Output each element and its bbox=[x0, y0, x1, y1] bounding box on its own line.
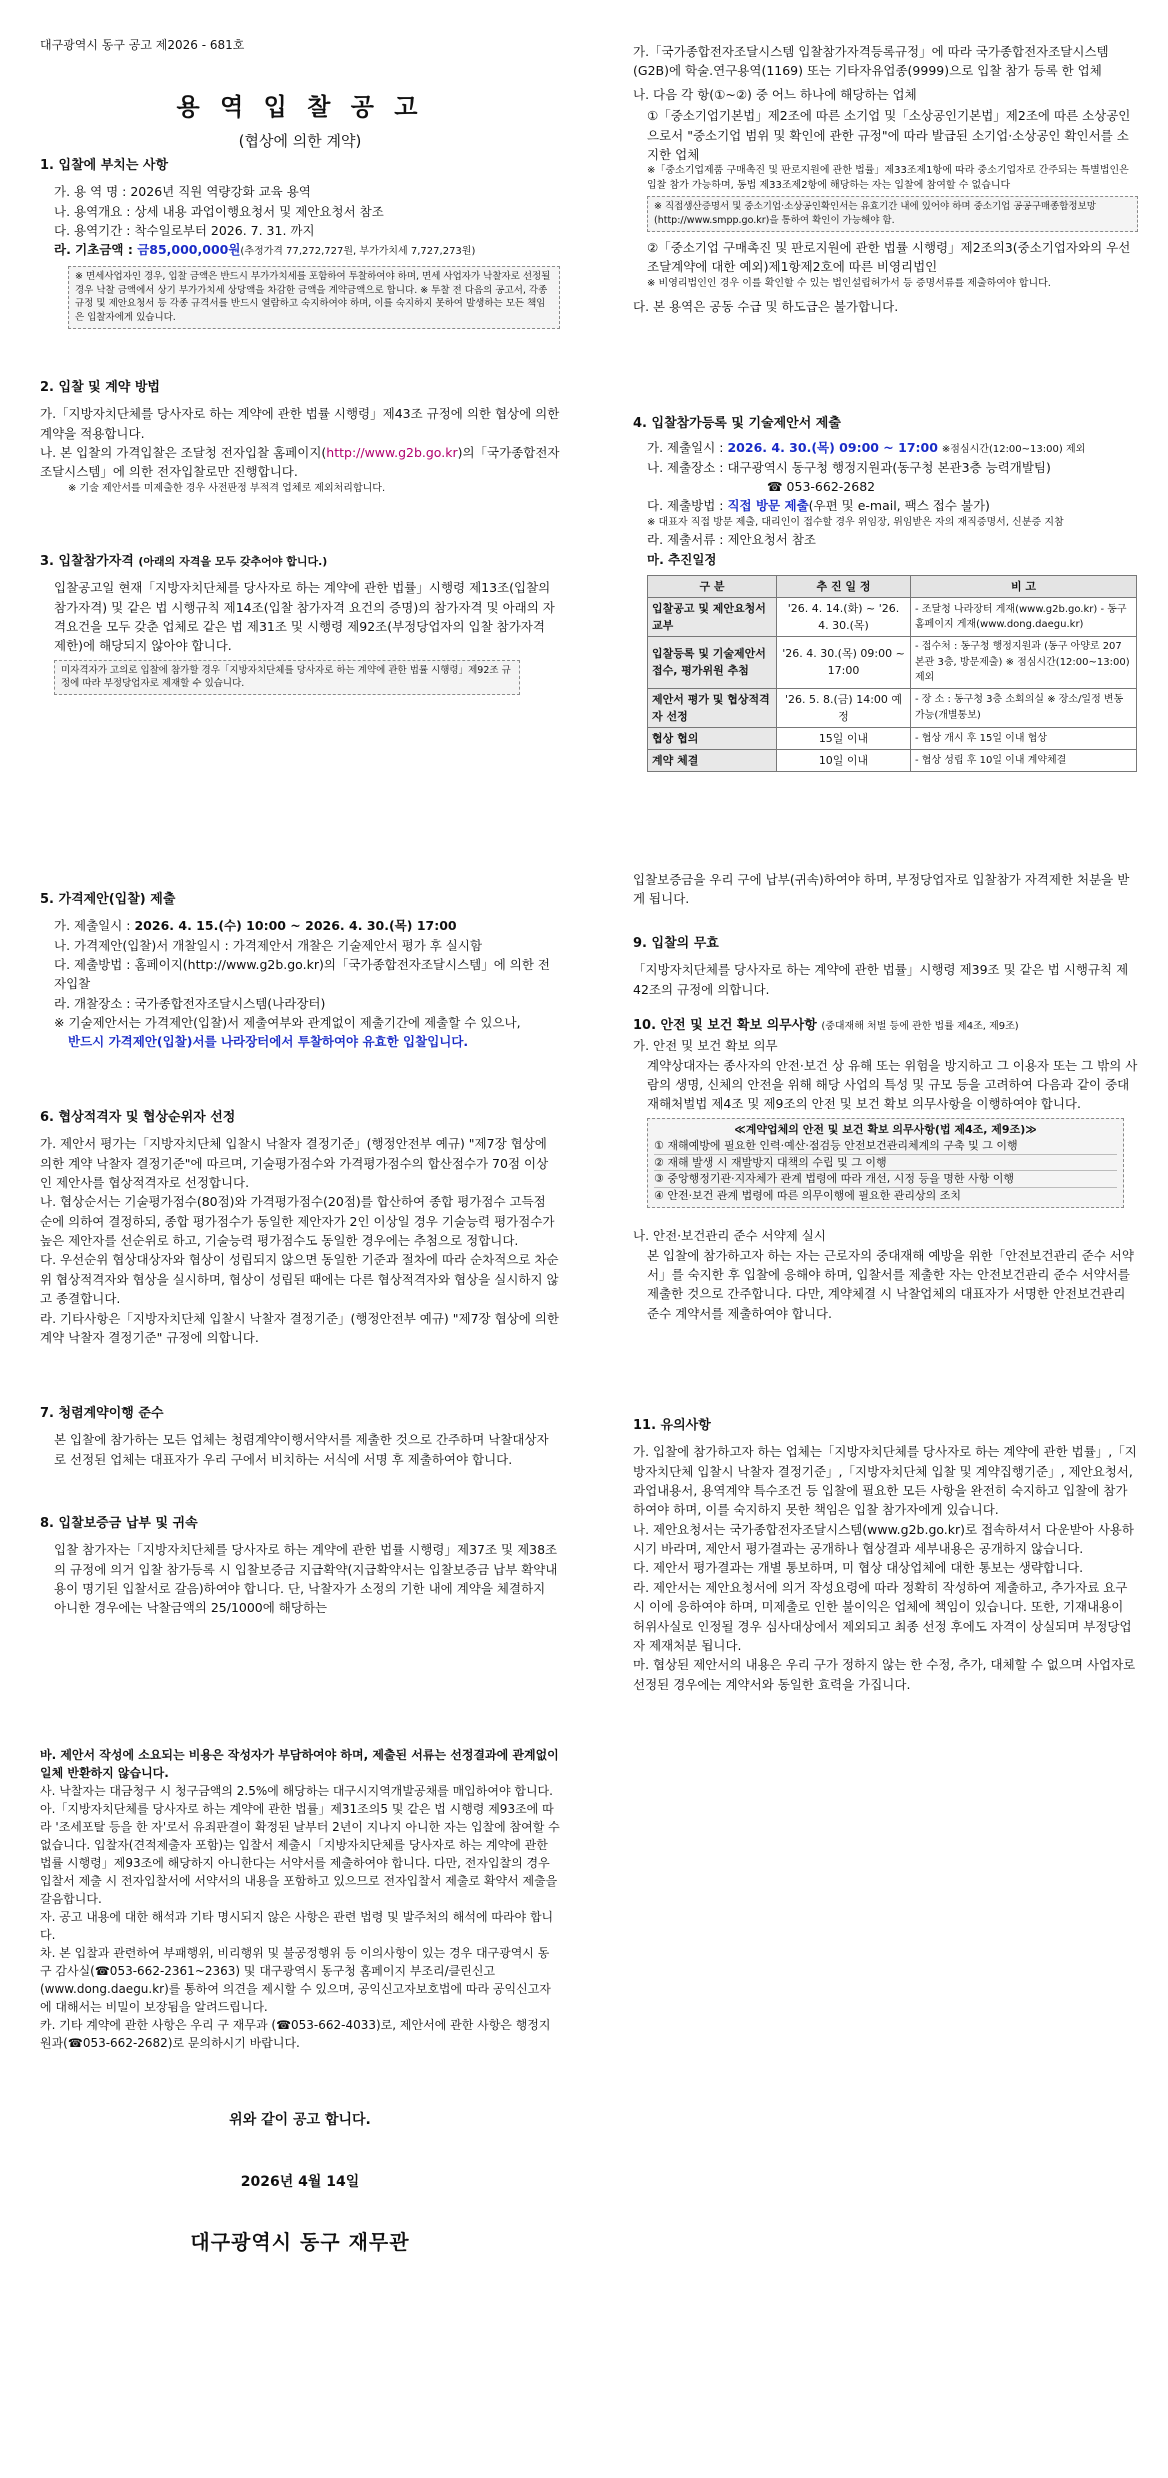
section-5 bbox=[40, 890, 560, 1052]
s5-item-b: 나. 가격제안(입찰)서 개찰일시 : 가격제안서 개찰은 기술제안서 평가 후 실시함 bbox=[54, 937, 483, 953]
r-item-da: 다. 본 용역은 공동 수급 및 하도급은 불가합니다. bbox=[633, 299, 899, 315]
section-7 bbox=[40, 1404, 560, 1469]
closing-text: 위와 같이 공고 합니다. bbox=[229, 2112, 371, 2128]
table-row: 협상 협의 15일 이내 - 협상 개시 후 15일 이내 협상 bbox=[648, 727, 1137, 749]
s5-item-a: 가. 제출일시 : 2026. 4. 15.(수) 10:00 ~ 2026. 4. 30.(목) 17:00 bbox=[54, 918, 457, 934]
r-item-ga: 가.「국가종합전자조달시스템 입찰참가자격등록규정」에 따라 국가종합전자조달시스템(G2B)에 학술.연구용역(1169) 또는 기타자유업종(9999)으로 입찰 참가 등록 한 업체 bbox=[633, 44, 1109, 79]
duty-item: ② 재해 발생 시 재발방지 대책의 수립 및 그 이행 bbox=[654, 1155, 1117, 1172]
duty-item: ③ 중앙행정기관·지자체가 관계 법령에 따라 개선, 시정 등을 명한 사항 이행 bbox=[654, 1171, 1117, 1188]
s6-item-c: 다. 우선순위 협상대상자와 협상이 성립되지 않으면 동일한 기준과 절차에 따라 순차적으로 차순위 협상적격자와 협상을 실시하며, 협상이 성립된 때에는 다른 협상적격자와 협상을 실시하지 않고 종결합니다. bbox=[40, 1252, 559, 1307]
section-4-heading: 4. 입찰참가등록 및 기술제안서 제출 bbox=[633, 416, 841, 431]
s4-item-d: 라. 제출서류 : 제안요청서 참조 bbox=[647, 532, 816, 548]
section-10-heading: 10. 안전 및 보건 확보 의무사항 (중대재해 처벌 등에 관한 법률 제4조, 제9조) bbox=[633, 1018, 1019, 1033]
schedule-col-header: 구 분 bbox=[648, 576, 777, 598]
issuer: 대구광역시 동구 재무관 bbox=[190, 2230, 410, 2255]
section-8-heading: 8. 입찰보증금 납부 및 귀속 bbox=[40, 1516, 198, 1531]
misc-item-ba: 바. 제안서 작성에 소요되는 비용은 작성자가 부담하여야 하며, 제출된 서류는 선정결과에 관계없이 일체 반환하지 않습니다. bbox=[40, 1748, 559, 1780]
g2b-link[interactable]: http://www.g2b.go.kr bbox=[326, 444, 458, 460]
base-price: 금85,000,000원 bbox=[137, 242, 241, 258]
misc-item-cha: 차. 본 입찰과 관련하여 부패행위, 비리행위 및 불공정행위 등 이의사항이 있는 경우 대구광역시 동구 감사실(☎053-662-2361~2363) 및 대구광역시 동구청 홈페이지 부조리/클린신고(www.dong.daegu.kr)를 통하여 의견을 제시할 수 있으며, 공익신고자보호법에 따라 공익신고자에 대해서는 비밀이 보장됨을 알려드립니다. bbox=[40, 1946, 551, 2014]
s11-item-d: 라. 제안서는 제안요청서에 의거 작성요령에 따라 정확히 작성하여 제출하고, 추가자료 요구 시 이에 응하여야 하며, 미제출로 인한 불이익은 업체에 책임이 있습니다. 또한, 기재내용이 허위사실로 인정될 경우 심사대상에서 제외되고 최종 선정 후에도 자격이 상실되며 부정당업자 제재처분 됩니다. bbox=[633, 1579, 1132, 1653]
section-1 bbox=[40, 156, 560, 329]
table-row: 입찰공고 및 제안요청서 교부 '26. 4. 14.(화) ~ '26. 4. 30.(목) - 조달청 나라장터 게재(www.g2b.go.kr) - 동구 홈페이지 게재(www.dong.daegu.kr) bbox=[648, 598, 1137, 637]
s3-notice-box: 미자격자가 고의로 입찰에 참가할 경우「지방자치단체를 당사자로 하는 계약에 관한 법률 시행령」제92조 규정에 따라 부정당업자로 제재할 수 있습니다. bbox=[54, 660, 520, 696]
schedule-col-header: 추 진 일 정 bbox=[777, 576, 911, 598]
s11-item-a: 가. 입찰에 참가하고자 하는 업체는「지방자치단체를 당사자로 하는 계약에 관한 법률」,「지방자치단체 입찰시 낙찰자 결정기준」,「지방자치단체 입찰 및 계약집행기준」, 제안요청서, 과업내용서, 용역계약 특수조건 등 입찰에 필요한 모든 사항을 완전히 숙지하고 입찰에 참가하여야 하며, 이를 숙지하지 못한 책임은 입찰 참가자에게 있습니다. bbox=[633, 1444, 1137, 1518]
s11-item-c: 다. 제안서 평가결과는 개별 통보하며, 미 협상 대상업체에 대한 통보는 생략합니다. bbox=[633, 1560, 1084, 1576]
s1-item-c: 다. 용역기간 : 착수일로부터 2026. 7. 31. 까지 bbox=[54, 222, 315, 238]
s4-item-a: 가. 제출일시 : 2026. 4. 30.(목) 09:00 ~ 17:00 ※점심시간(12:00~13:00) 제외 bbox=[647, 440, 1086, 456]
schedule-table bbox=[647, 575, 1137, 772]
table-row: 제안서 평가 및 협상적격자 선정 '26. 5. 8.(금) 14:00 예정 - 장 소 : 동구청 3층 소회의실 ※ 장소/일정 변동 가능(개별통보) bbox=[648, 688, 1137, 727]
section-1-heading: 1. 입찰에 부치는 사항 bbox=[40, 158, 169, 173]
s4-item-b-tel: ☎ 053-662-2682 bbox=[767, 479, 876, 495]
s4-item-b: 나. 제출장소 : 대구광역시 동구청 행정지원과(동구청 본관3층 능력개발팀) bbox=[647, 459, 1051, 475]
r-item-n2: ②「중소기업 구매촉진 및 판로지원에 관한 법률 시행령」제2조의3(중소기업자와의 우선조달계약에 대한 예외)제1항제2호에 따른 비영리법인 bbox=[647, 239, 1131, 275]
schedule-col-header: 비 고 bbox=[911, 576, 1137, 598]
r-item-na: 나. 다음 각 항(①~②) 중 어느 하나에 해당하는 업체 bbox=[633, 86, 917, 102]
s1-notice-box: ※ 면세사업자인 경우, 입찰 금액은 반드시 부가가치세를 포함하여 투찰하여야 하며, 면세 사업자가 낙찰자로 선정될 경우 낙찰 금액에서 상기 부가가치세 상당액을 차감한 금액을 계약금액으로 합니다. ※ 투찰 전 다음의 공고서, 각종 규정 및 제안요청서 등 각종 규격서를 반드시 열람하고 숙지하여야 하며, 이를 숙지하지 못하여 발생하는 모든 책임은 입찰자에게 있습니다. bbox=[68, 266, 560, 329]
s4-item-e: 마. 추진일정 bbox=[647, 551, 717, 567]
s6-item-a: 가. 제안서 평가는「지방자치단체 입찰시 낙찰자 결정기준」(행정안전부 예규) "제7장 협상에 의한 계약 낙찰자 결정기준"에 따르며, 기술평가점수와 가격평가점수의 합산점수가 70점 이상인 제안사를 협상적격자로 선정합니다. bbox=[40, 1136, 549, 1190]
table-row: 입찰등록 및 기술제안서 접수, 평가위원 추첨 '26. 4. 30.(목) 09:00 ~ 17:00 - 접수처 : 동구청 행정지원과 (동구 아양로 207 본관 3층, 방문제출) ※ 점심시간(12:00~13:00)제외 bbox=[648, 637, 1137, 689]
s2-item-b: 나. 본 입찰의 가격입찰은 조달청 전자입찰 홈페이지(http://www.g2b.go.kr)의「국가종합전자조달시스템」에 의한 전자입찰로만 진행합니다. bbox=[40, 444, 560, 480]
s11-item-e: 마. 협상된 제안서의 내용은 우리 구가 정하지 않는 한 수정, 추가, 대체할 수 없으며 사업자로 선정된 경우에는 계약서와 동일한 효력을 가집니다. bbox=[633, 1657, 1136, 1692]
duty-item: ① 재해예방에 필요한 인력·예산·점검등 안전보건관리체계의 구축 및 그 이행 bbox=[654, 1138, 1117, 1155]
s1-item-b: 나. 용역개요 : 상세 내용 과업이행요청서 및 제안요청서 참조 bbox=[54, 203, 384, 219]
section-8-continued bbox=[633, 870, 1138, 909]
table-row: 계약 체결 10일 이내 - 협상 성립 후 10일 이내 계약체결 bbox=[648, 749, 1137, 771]
misc-item-ja: 자. 공고 내용에 대한 해석과 기타 명시되지 않은 사항은 관련 법령 및 발주처의 해석에 따라야 합니다. bbox=[40, 1910, 554, 1942]
s5-item-c: 다. 제출방법 : 홈페이지(http://www.g2b.go.kr)의「국가종합전자조달시스템」에 의한 전자입찰 bbox=[54, 956, 550, 992]
s1-item-a: 가. 용 역 명 : 2026년 직원 역량강화 교육 용역 bbox=[54, 184, 311, 200]
section-4 bbox=[633, 414, 1138, 772]
section-2 bbox=[40, 378, 560, 496]
section-10 bbox=[633, 1016, 1138, 1323]
s2-note: ※ 기술 제안서를 미제출한 경우 사전판정 부적격 업체로 제외처리합니다. bbox=[68, 482, 386, 494]
s2-item-a: 가.「지방자치단체를 당사자로 하는 계약에 관한 법률 시행령」제43조 규정에 의한 협상에 의한 계약을 적용합니다. bbox=[40, 406, 560, 441]
r-item-n2-note: ※ 비영리법인인 경우 이를 확인할 수 있는 법인설립허가서 등 증명서류를 제출하여야 합니다. bbox=[647, 277, 1051, 289]
page-title: 용 역 입 찰 공 고 bbox=[176, 92, 424, 121]
s8-body: 입찰 참가자는「지방자치단체를 당사자로 하는 계약에 관한 법률 시행령」제37조 및 제38조의 규정에 의거 입찰 참가등록 시 입찰보증금 지급확약(지급확약서는 입찰보증금 납부 확약내용이 명기된 입찰서로 갈음)하여야 합니다. 단, 낙찰자가 소정의 기한 내에 계약을 체결하지 아니한 경우에는 낙찰금액의 25/1000에 해당하는 bbox=[54, 1542, 558, 1616]
footer bbox=[40, 2110, 560, 2258]
notice-date: 2026년 4월 14일 bbox=[240, 2173, 360, 2190]
section-2-heading: 2. 입찰 및 계약 방법 bbox=[40, 380, 160, 395]
r-item-n1-note: ※「중소기업제품 구매촉진 및 판로지원에 관한 법률」제33조제1항에 따라 중소기업자로 간주되는 특별법인은 입찰 참가 가능하며, 동법 제33조제2항에 해당하는 자는 입찰에 참여할 수 없습니다 bbox=[647, 165, 1129, 191]
misc-item-sa: 사. 낙찰자는 대금청구 시 청구금액의 2.5%에 해당하는 대구시지역개발공채를 매입하여야 합니다. bbox=[40, 1784, 553, 1798]
s11-item-b: 나. 제안요청서는 국가종합전자조달시스템(www.g2b.go.kr)로 접속하셔서 다운받아 사용하시기 바라며, 제안서 평가결과는 공개하나 협상결과 세부내용은 공개하지 않습니다. bbox=[633, 1521, 1134, 1557]
s10-item-a-body: 계약상대자는 종사자의 안전·보건 상 유해 또는 위험을 방지하고 그 이용자 또는 그 밖의 사람의 생명, 신체의 안전을 위해 해당 사업의 특성 및 규모 등을 고려하여 다음과 같이 중대재해처벌법 제4조 및 제9조의 안전 및 보건 확보 의무사항을 이행하여야 합니다. bbox=[647, 1057, 1138, 1112]
section-8 bbox=[40, 1514, 560, 1618]
section-7-heading: 7. 청렴계약이행 준수 bbox=[40, 1406, 164, 1421]
misc-items bbox=[40, 1746, 560, 2052]
s1-item-d: 라. 기초금액 : 금85,000,000원(추정가격 77,272,727원, 부가가치세 7,727,273원) bbox=[54, 242, 476, 258]
s4-item-c-note: ※ 대표자 직접 방문 제출, 대리인이 접수할 경우 위임장, 위임받은 자의 재직증명서, 신분증 지참 bbox=[647, 516, 1064, 528]
section-3-heading: 3. 입찰참가자격 (아래의 자격을 모두 갖추어야 합니다.) bbox=[40, 554, 328, 569]
page-subtitle: (협상에 의한 계약) bbox=[238, 131, 362, 150]
section-11-heading: 11. 유의사항 bbox=[633, 1418, 711, 1433]
misc-item-a: 아.「지방자치단체를 당사자로 하는 계약에 관한 법률」제31조의5 및 같은 법 시행령 제93조에 따라 '조세포탈 등을 한 자'로서 유죄판결이 확정된 날부터 2년이 지나지 아니한 자는 입찰에 참여할 수 없습니다. 입찰자(견적제출자 포함)는 입찰서 제출시「지방자치단체를 당사자로 하는 계약에 관한 법률 시행령」제93조에 해당하지 아니한다는 서약서를 제출하여야 합니다. 다만, 전자입찰의 경우 입찰서 제출 시 전자입찰서에 서약서의 내용을 포함하고 있으므로 전자입찰서 제출로 확약서 제출을 갈음합니다. bbox=[40, 1802, 560, 1906]
s6-item-d: 라. 기타사항은「지방자치단체 입찰시 낙찰자 결정기준」(행정안전부 예규) "제7장 협상에 의한 계약 낙찰자 결정기준" 규정에 의합니다. bbox=[40, 1310, 559, 1345]
section-11 bbox=[633, 1416, 1138, 1694]
s5-note-1: ※ 기술제안서는 가격제안(입찰)서 제출여부와 관계없이 제출기간에 제출할 수 있으나, bbox=[54, 1015, 521, 1031]
s10-duties-box: ≪계약업체의 안전 및 보건 확보 의무사항(법 제4조, 제9조)≫ ① 재해예방에 필요한 인력·예산·점검등 안전보건관리체계의 구축 및 그 이행 ② 재해 발생 시 재발방지 대책의 수립 및 그 이행 ③ 중앙행정기관·지자체가 관계 법령에 따라 개선, 시정 등을 명한 사항 이행 ④ 안전·보건 관계 법령에 따른 의무이행에 필요한 관리상의 조치 bbox=[647, 1118, 1124, 1209]
s8-continued-body: 입찰보증금을 우리 구에 납부(귀속)하여야 하며, 부정당업자로 입찰참가 자격제한 처분을 받게 됩니다. bbox=[633, 872, 1130, 907]
duty-item: ④ 안전·보건 관계 법령에 따른 의무이행에 필요한 관리상의 조치 bbox=[654, 1189, 961, 1203]
notice-number: 대구광역시 동구 공고 제2026 - 681호 bbox=[40, 38, 245, 52]
r-item-n1: ①「중소기업기본법」제2조에 따른 소기업 및「소상공인기본법」제2조에 따른 소상공인으로서 "중소기업 범위 및 확인에 관한 규정"에 따라 발급된 소기업·소상공인 확인서를 소지한 업체 bbox=[647, 108, 1131, 162]
s10-item-b-body: 본 입찰에 참가하고자 하는 자는 근로자의 중대재해 예방을 위한「안전보건관리 준수 서약서」를 숙지한 후 입찰에 응해야 하며, 입찰서를 제출한 자는 안전보건관리 준수 서약서를 제출한 것으로 간주합니다. 다만, 계약체결 시 낙찰업체의 대표자가 서명한 안전보건관리 준수 계약서를 제출하여야 합니다. bbox=[647, 1247, 1134, 1321]
misc-item-ka: 카. 기타 계약에 관한 사항은 우리 구 재무과 (☎053-662-4033)로, 제안서에 관한 사항은 행정지원과(☎053-662-2682)로 문의하시기 바랍니다. bbox=[40, 2018, 551, 2050]
s5-note-2: 반드시 가격제안(입찰)서를 나라장터에서 투찰하여야 유효한 입찰입니다. bbox=[68, 1034, 469, 1050]
section-6 bbox=[40, 1108, 560, 1347]
section-6-heading: 6. 협상적격자 및 협상순위자 선정 bbox=[40, 1110, 236, 1125]
s3-body: 입찰공고일 현재「지방자치단체를 당사자로 하는 계약에 관한 법률」시행령 제13조(입찰의 참가자격) 및 같은 법 시행규칙 제14조(입찰 참가자격 요건의 증명)의 참가자격 및 아래의 자격요건을 모두 갖춘 업체로 같은 법 제31조 및 시행령 제92조(부정당업자의 입찰 참가자격 제한)에 해당되지 않아야 합니다. bbox=[54, 580, 555, 654]
s9-body: 「지방자치단체를 당사자로 하는 계약에 관한 법률」시행령 제39조 및 같은 법 시행규칙 제42조의 규정에 의합니다. bbox=[633, 962, 1129, 997]
s5-item-d: 라. 개찰장소 : 국가종합전자조달시스템(나라장터) bbox=[54, 995, 326, 1011]
section-9-heading: 9. 입찰의 무효 bbox=[633, 936, 719, 951]
section-9 bbox=[633, 934, 1138, 999]
section-3-continued bbox=[633, 42, 1138, 316]
section-3 bbox=[40, 552, 560, 695]
s7-body: 본 입찰에 참가하는 모든 업체는 청렴계약이행서약서를 제출한 것으로 간주하며 낙찰대상자로 선정된 업체는 대표자가 우리 구에서 비치하는 서식에 서명 후 제출하여야 합니다. bbox=[54, 1432, 549, 1467]
section-5-heading: 5. 가격제안(입찰) 제출 bbox=[40, 892, 176, 907]
s10-item-b: 나. 안전·보건관리 준수 서약제 실시 bbox=[633, 1228, 826, 1244]
s6-item-b: 나. 협상순서는 기술평가점수(80점)와 가격평가점수(20점)를 합산하여 종합 평가점수 고득점 순에 의하여 결정하되, 종합 평가점수가 동일한 제안자가 2인 이상일 경우 기술능력 평가점수가 높은 제안자를 선순위로 하고, 기술능력 평가점수도 동일한 경우에는 추첨으로 정합니다. bbox=[40, 1194, 555, 1249]
s10-item-a: 가. 안전 및 보건 확보 의무 bbox=[633, 1038, 778, 1054]
left-column bbox=[40, 36, 560, 153]
r-item-n1-box: ※ 직접생산증명서 및 중소기업·소상공인확인서는 유효기간 내에 있어야 하며 중소기업 공공구매종합정보망(http://www.smpp.go.kr)을 통하여 확인이 가능해야 함. bbox=[647, 196, 1138, 232]
s4-item-c: 다. 제출방법 : 직접 방문 제출(우편 및 e-mail, 팩스 접수 불가) bbox=[647, 498, 990, 514]
